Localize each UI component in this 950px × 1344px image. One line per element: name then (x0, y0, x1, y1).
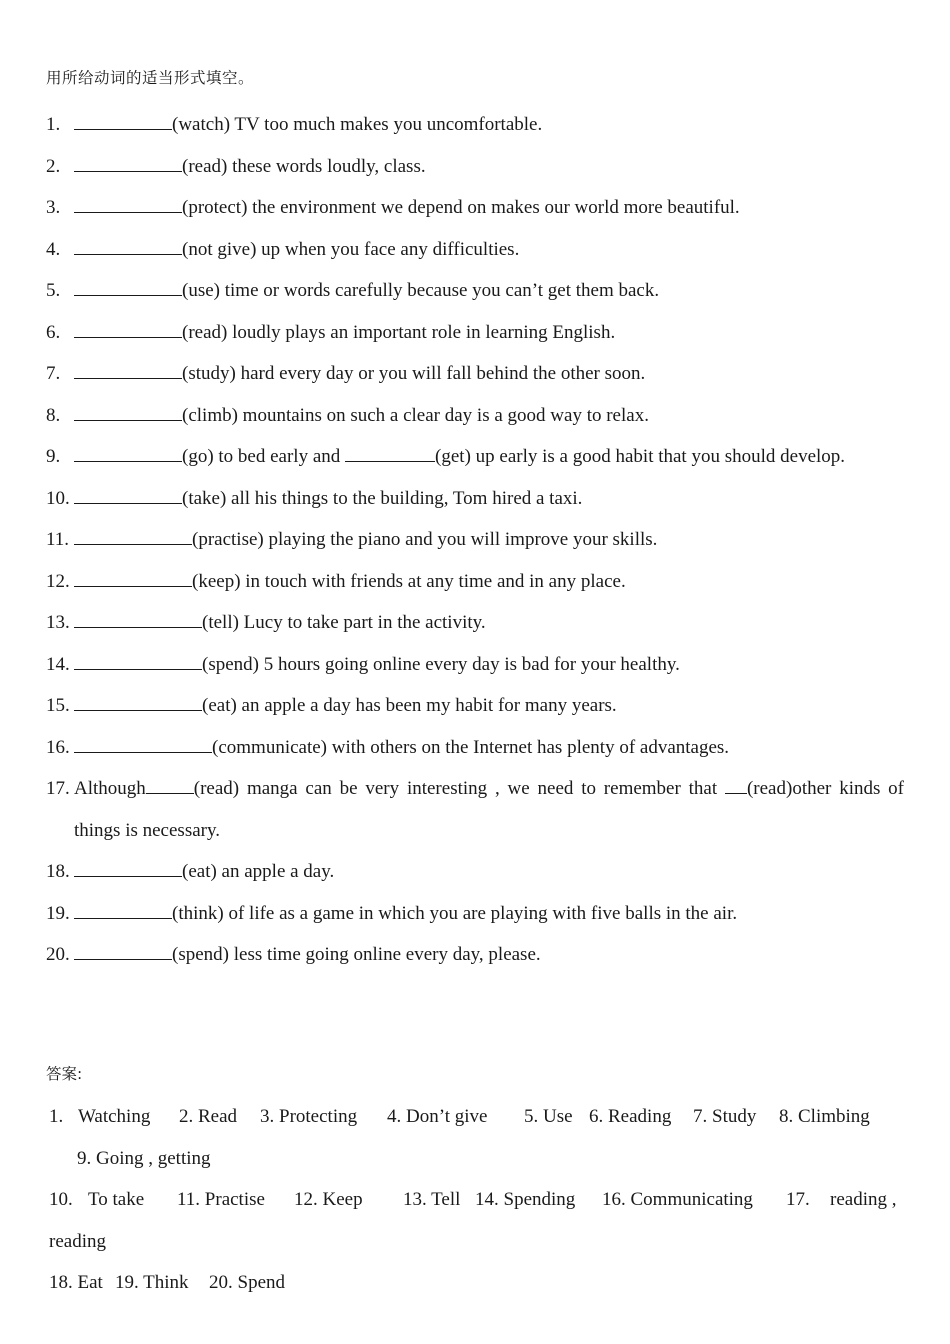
answer-blank[interactable] (74, 152, 182, 171)
answer-blank[interactable] (146, 775, 194, 794)
answer-line: 10. To take 11. Practise 12. Keep 13. Tell 14. Spending 16. Communicating 17. reading , (49, 1189, 897, 1210)
answer-blank[interactable] (74, 733, 212, 752)
question-1: 1. (watch) TV too much makes you uncomfortable. (46, 104, 904, 146)
question-19: 19. (think) of life as a game in which you are playing with five balls in the air. (46, 893, 904, 935)
answer-blank[interactable] (74, 526, 192, 545)
question-11: 11. (practise) playing the piano and you will improve your skills. (46, 519, 904, 561)
answer-blank[interactable] (74, 858, 182, 877)
question-18: 18. (eat) an apple a day. (46, 851, 904, 893)
question-17: 17. Although (read) manga can be very interesting , we need to remember that (read)other kinds of things is necessary. (46, 768, 904, 851)
answer-key (49, 1096, 907, 1304)
question-list (46, 104, 904, 976)
answer-blank[interactable] (74, 235, 182, 254)
question-16: 16. (communicate) with others on the Internet has plenty of advantages. (46, 727, 904, 769)
question-7: 7. (study) hard every day or you will fall behind the other soon. (46, 353, 904, 395)
answer-line: reading (49, 1230, 106, 1252)
question-3: 3. (protect) the environment we depend on makes our world more beautiful. (46, 187, 904, 229)
answer-blank[interactable] (74, 111, 172, 130)
answer-blank[interactable] (74, 443, 182, 462)
answer-blank[interactable] (74, 401, 182, 420)
answer-line: 9. Going , getting (77, 1147, 211, 1169)
answer-blank[interactable] (74, 609, 202, 628)
question-10: 10. (take) all his things to the building, Tom hired a taxi. (46, 478, 904, 520)
question-4: 4. (not give) up when you face any difficulties. (46, 229, 904, 271)
question-14: 14. (spend) 5 hours going online every day is bad for your healthy. (46, 644, 904, 686)
answer-blank[interactable] (74, 194, 182, 213)
instruction: 用所给动词的适当形式填空。 (46, 69, 255, 87)
question-15: 15. (eat) an apple a day has been my habit for many years. (46, 685, 904, 727)
answer-line: 1. Watching 2. Read 3. Protecting 4. Don’t give 5. Use 6. Reading 7. Study 8. Climbing (49, 1106, 870, 1127)
answer-blank[interactable] (74, 318, 182, 337)
answer-blank[interactable] (74, 484, 182, 503)
answer-blank[interactable] (74, 941, 172, 960)
question-13: 13. (tell) Lucy to take part in the activity. (46, 602, 904, 644)
answer-blank[interactable] (74, 567, 192, 586)
question-6: 6. (read) loudly plays an important role in learning English. (46, 312, 904, 354)
question-2: 2. (read) these words loudly, class. (46, 146, 904, 188)
question-5: 5. (use) time or words carefully because you can’t get them back. (46, 270, 904, 312)
question-20: 20. (spend) less time going online every day, please. (46, 934, 904, 976)
answer-blank[interactable] (74, 277, 182, 296)
answers-heading: 答案: (46, 1065, 83, 1083)
question-8: 8. (climb) mountains on such a clear day is a good way to relax. (46, 395, 904, 437)
answer-blank[interactable] (74, 360, 182, 379)
answer-blank[interactable] (74, 692, 202, 711)
question-12: 12. (keep) in touch with friends at any time and in any place. (46, 561, 904, 603)
answer-line: 18. Eat 19. Think 20. Spend (49, 1272, 285, 1293)
answer-blank[interactable] (345, 443, 435, 462)
question-9: 9. (go) to bed early and (get) up early is a good habit that you should develop. (46, 436, 904, 478)
answer-blank[interactable] (74, 899, 172, 918)
answer-blank[interactable] (725, 775, 747, 794)
answer-blank[interactable] (74, 650, 202, 669)
